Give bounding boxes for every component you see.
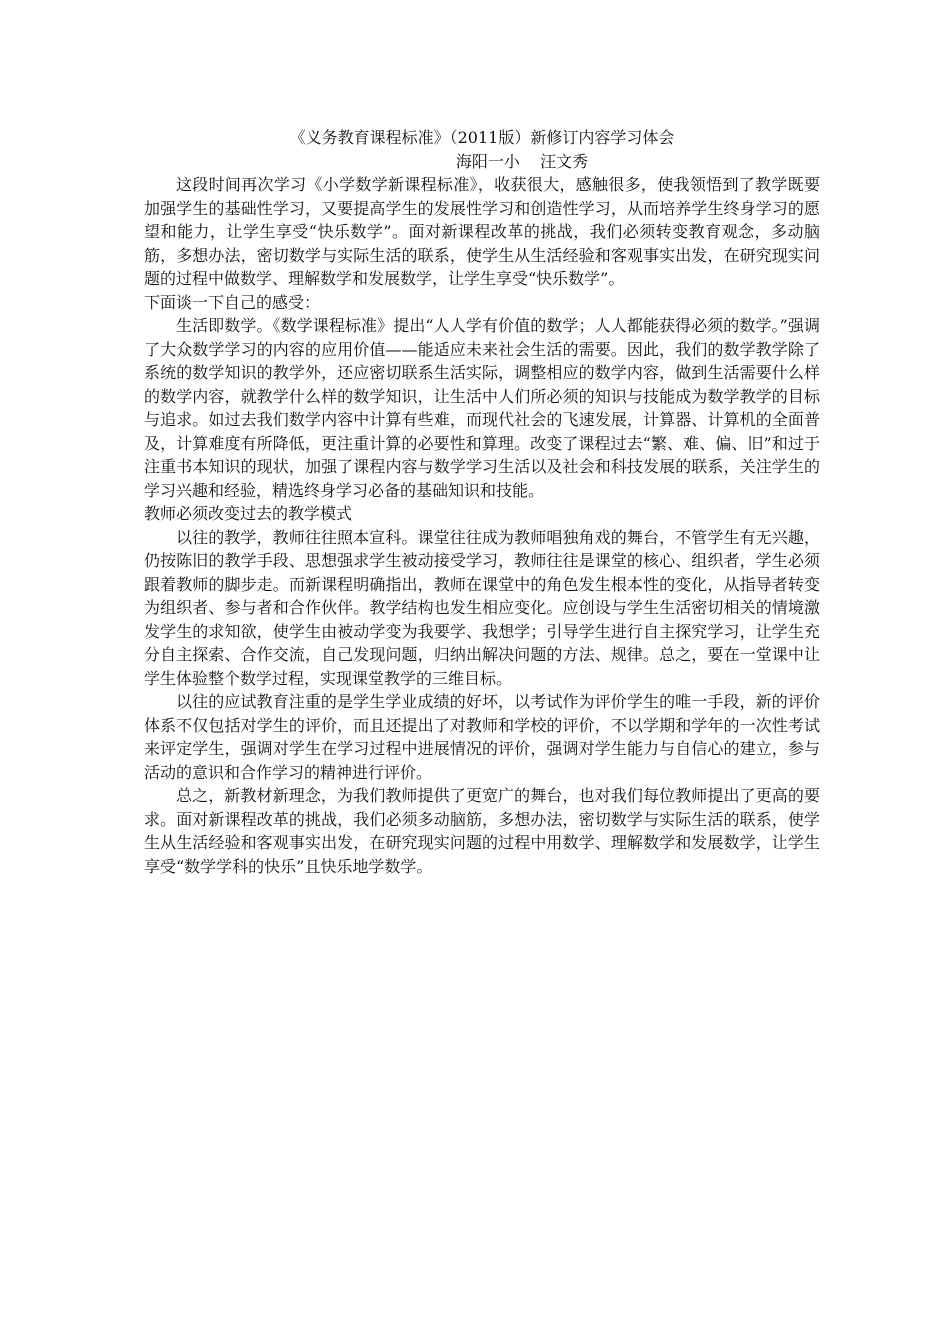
section-heading-feelings: 下面谈一下自己的感受：: [144, 292, 321, 312]
section-heading-teaching-mode: 教师必须改变过去的教学模式: [144, 504, 353, 523]
paragraph-conclusion: 总之，新教材新理念，为我们教师提供了更宽广的舞台，也对我们每位教师提出了更高的要求。面对新课程改革的挑战，我们必须多动脑筋，多想办法，密切数学与实际生活的联系，使学生从生活经验和客观事实出发，在研究现实问题的过程中用数学、理解数学和发展数学，让学生享受“数学学科的快乐”且快乐地学数学。: [144, 786, 820, 876]
paragraph-intro: 这段时间再次学习《小学数学新课程标准》，收获很大，感触很多，使我领悟到了教学既要加强学生的基础性学习，又要提高学生的发展性学习和创造性学习，从而培养学生终身学习的愿望和能力，让学生享受“快乐数学”。面对新课程改革的挑战，我们必须转变教育观念，多动脑筋，多想办法，密切数学与实际生活的联系，使学生从生活经验和客观事实出发，在研究现实问题的过程中做数学、理解数学和发展数学，让学生享受“快乐数学”。: [144, 175, 820, 288]
paragraph-life-is-math: 生活即数学。《数学课程标准》提出“人人学有价值的数学；人人都能获得必须的数学。”强调了大众数学学习的内容的应用价值——能适应未来社会生活的需要。因此，我们的数学教学除了系统的数学知识的教学外，还应密切联系生活实际，调整相应的数学内容，做到生活需要什么样的数学内容，就教学什么样的数学知识，让生活中人们所必须的知识与技能成为数学教学的目标与追求。如过去我们数学内容中计算有些难，而现代社会的飞速发展，计算器、计算机的全面普及，计算难度有所降低，更注重计算的必要性和算理。改变了课程过去“繁、难、偏、旧”和过于注重书本知识的现状，加强了课程内容与数学学习生活以及社会和科技发展的联系，关注学生的学习兴趣和经验，精选终身学习必备的基础知识和技能。: [144, 316, 820, 500]
document-page: [144, 126, 820, 878]
paragraph-evaluation: 以往的应试教育注重的是学生学业成绩的好坏，以考试作为评价学生的唯一手段，新的评价体系不仅包括对学生的评价，而且还提出了对教师和学校的评价，不以学期和学年的一次性考试来评定学生，强调对学生在学习过程中进展情况的评价，强调对学生能力与自信心的建立，参与活动的意识和合作学习的精神进行评价。: [144, 692, 820, 782]
paragraph-past-teaching: 以往的教学，教师往往照本宣科。课堂往往成为教师唱独角戏的舞台，不管学生有无兴趣，仍按陈旧的教学手段、思想强求学生被动接受学习，教师往往是课堂的核心、组织者，学生必须跟着教师的脚步走。而新课程明确指出，教师在课堂中的角色发生根本性的变化，从指导者转变为组织者、参与者和合作伙伴。教学结构也发生相应变化。应创设与学生生活密切相关的情境激发学生的求知欲，使学生由被动学变为我要学、我想学；引导学生进行自主探究学习，让学生充分自主探索、合作交流，自己发现问题，归纳出解决问题的方法、规律。总之，要在一堂课中让学生体验整个数学过程，实现课堂教学的三维目标。: [144, 527, 820, 688]
document-author: 海阳一小 汪文秀: [455, 152, 589, 171]
document-title: 《义务教育课程标准》（2011版）新修订内容学习体会: [289, 128, 675, 147]
